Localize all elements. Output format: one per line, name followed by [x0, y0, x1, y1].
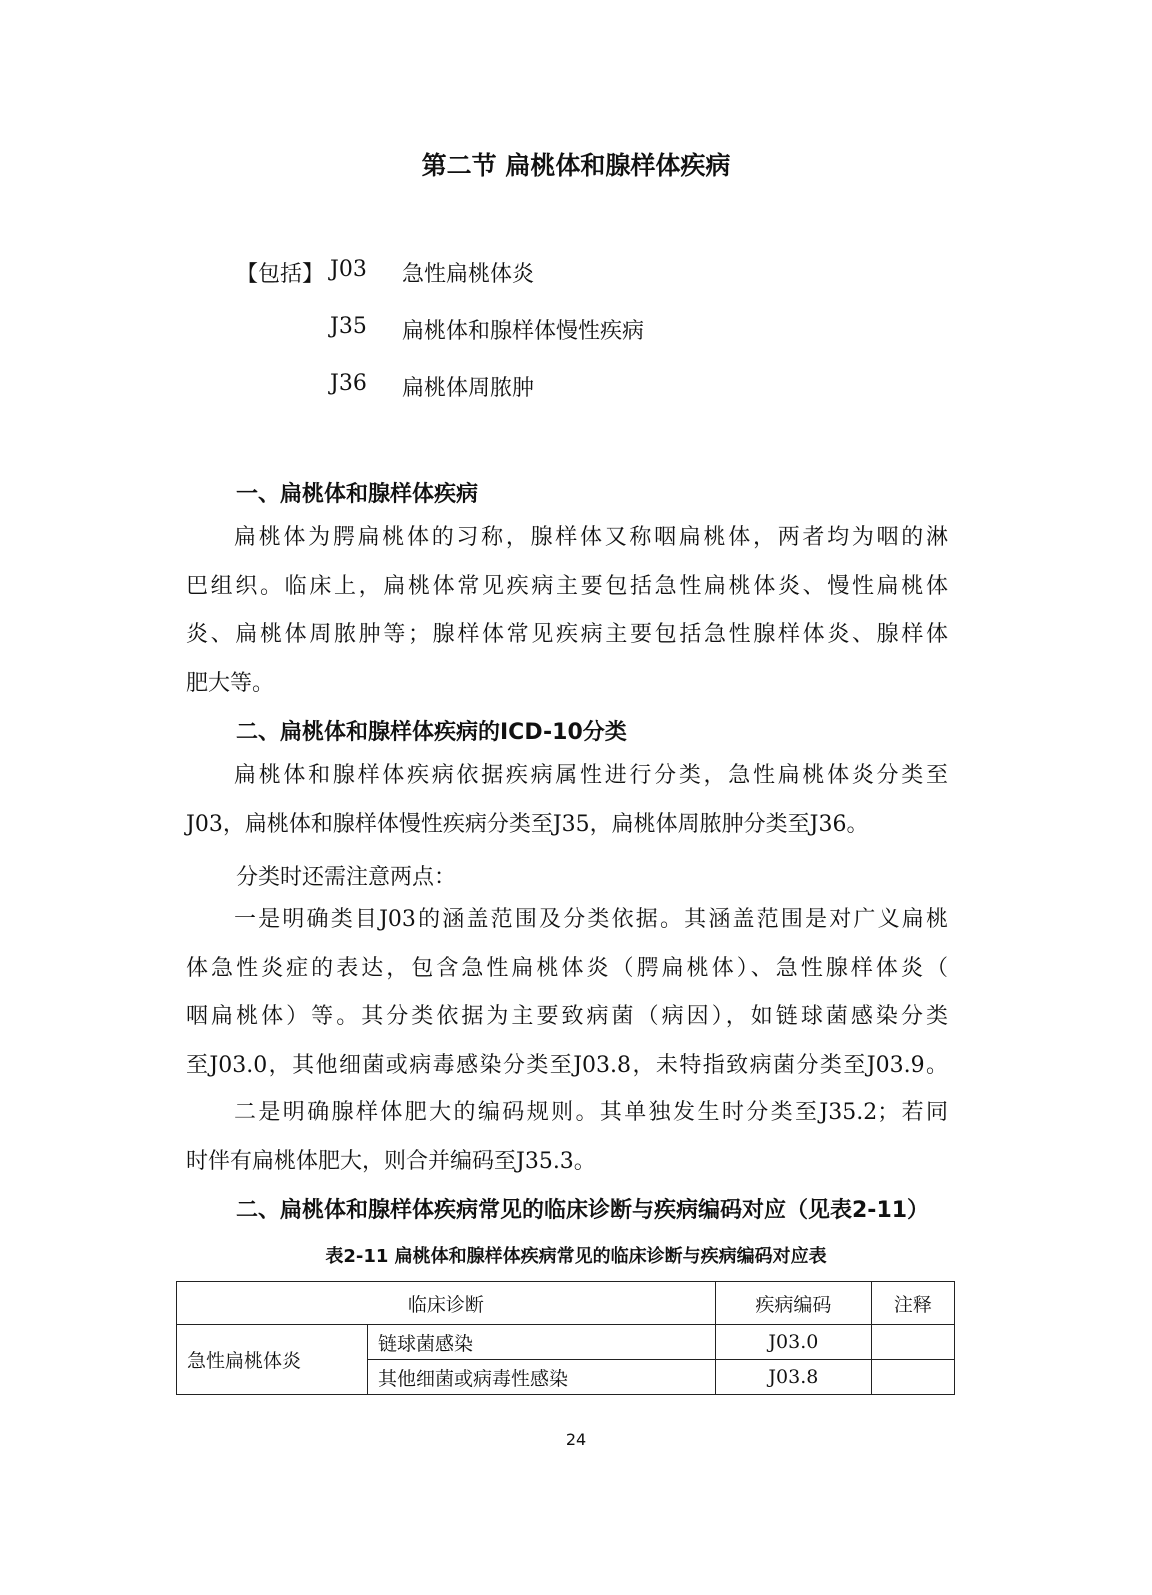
header-disease-code: 疾病编码	[715, 1282, 871, 1325]
header-notes: 注释	[871, 1282, 954, 1325]
include-name-3: 扁桃体周脓肿	[402, 376, 535, 401]
paragraph-2	[186, 752, 948, 849]
page-number: 24	[565, 1430, 587, 1449]
note	[871, 1325, 954, 1360]
paragraph-line: 咽扁桃体）等。其分类依据为主要致病菌（病因），如链球菌感染分类	[186, 1004, 948, 1029]
paragraph-1	[186, 514, 948, 708]
paragraph-line: 时伴有扁桃体肥大，则合并编码至J35.3。	[186, 1148, 596, 1174]
include-code-2: J35	[330, 314, 367, 339]
paragraph-line: 扁桃体和腺样体疾病依据疾病属性进行分类，急性扁桃体炎分类至	[234, 763, 948, 788]
heading-3: 二、扁桃体和腺样体疾病常见的临床诊断与疾病编码对应（见表2-11）	[236, 1198, 930, 1223]
heading-1: 一、扁桃体和腺样体疾病	[236, 482, 479, 507]
sub-diagnosis: 其他细菌或病毒性感染	[368, 1360, 716, 1395]
paragraph-line: 至J03.0，其他细菌或病毒感染分类至J03.8，未特指致病菌分类至J03.9。	[186, 1052, 948, 1078]
disease-code: J03.0	[715, 1325, 871, 1360]
paragraph-4	[186, 896, 948, 1090]
header-clinical-diagnosis: 临床诊断	[177, 1282, 716, 1325]
paragraph-line: 炎、扁桃体周脓肿等；腺样体常见疾病主要包括急性腺样体炎、腺样体	[186, 622, 948, 647]
paragraph-line: 体急性炎症的表达，包含急性扁桃体炎（腭扁桃体）、急性腺样体炎（	[186, 955, 948, 981]
sub-diagnosis: 链球菌感染	[368, 1325, 716, 1360]
heading-2: 二、扁桃体和腺样体疾病的ICD-10分类	[236, 720, 627, 745]
include-code-3: J36	[330, 371, 367, 396]
paragraph-5	[186, 1089, 948, 1186]
include-code-1: J03	[330, 257, 367, 282]
paragraph-line: 一是明确类目J03的涵盖范围及分类依据。其涵盖范围是对广义扁桃	[234, 907, 948, 932]
include-label: 【包括】	[236, 262, 325, 287]
table-header-row	[177, 1282, 955, 1325]
diagnosis-group: 急性扁桃体炎	[177, 1325, 368, 1395]
paragraph-line: 扁桃体为腭扁桃体的习称，腺样体又称咽扁桃体，两者均为咽的淋	[234, 525, 948, 550]
table-caption: 表2-11 扁桃体和腺样体疾病常见的临床诊断与疾病编码对应表	[325, 1246, 827, 1267]
include-name-1: 急性扁桃体炎	[402, 262, 535, 287]
paragraph-line: 肥大等。	[186, 670, 275, 696]
paragraph-3: 分类时还需注意两点：	[236, 865, 457, 890]
diagnosis-table	[176, 1281, 955, 1395]
disease-code: J03.8	[715, 1360, 871, 1395]
section-title: 第二节 扁桃体和腺样体疾病	[421, 151, 731, 180]
paragraph-line: J03，扁桃体和腺样体慢性疾病分类至J35，扁桃体周脓肿分类至J36。	[186, 811, 869, 837]
paragraph-line: 巴组织。临床上，扁桃体常见疾病主要包括急性扁桃体炎、慢性扁桃体	[186, 573, 948, 599]
paragraph-line: 二是明确腺样体肥大的编码规则。其单独发生时分类至J35.2；若同	[234, 1100, 948, 1125]
include-name-2: 扁桃体和腺样体慢性疾病	[402, 319, 645, 344]
note	[871, 1360, 954, 1395]
table-row	[177, 1325, 955, 1360]
